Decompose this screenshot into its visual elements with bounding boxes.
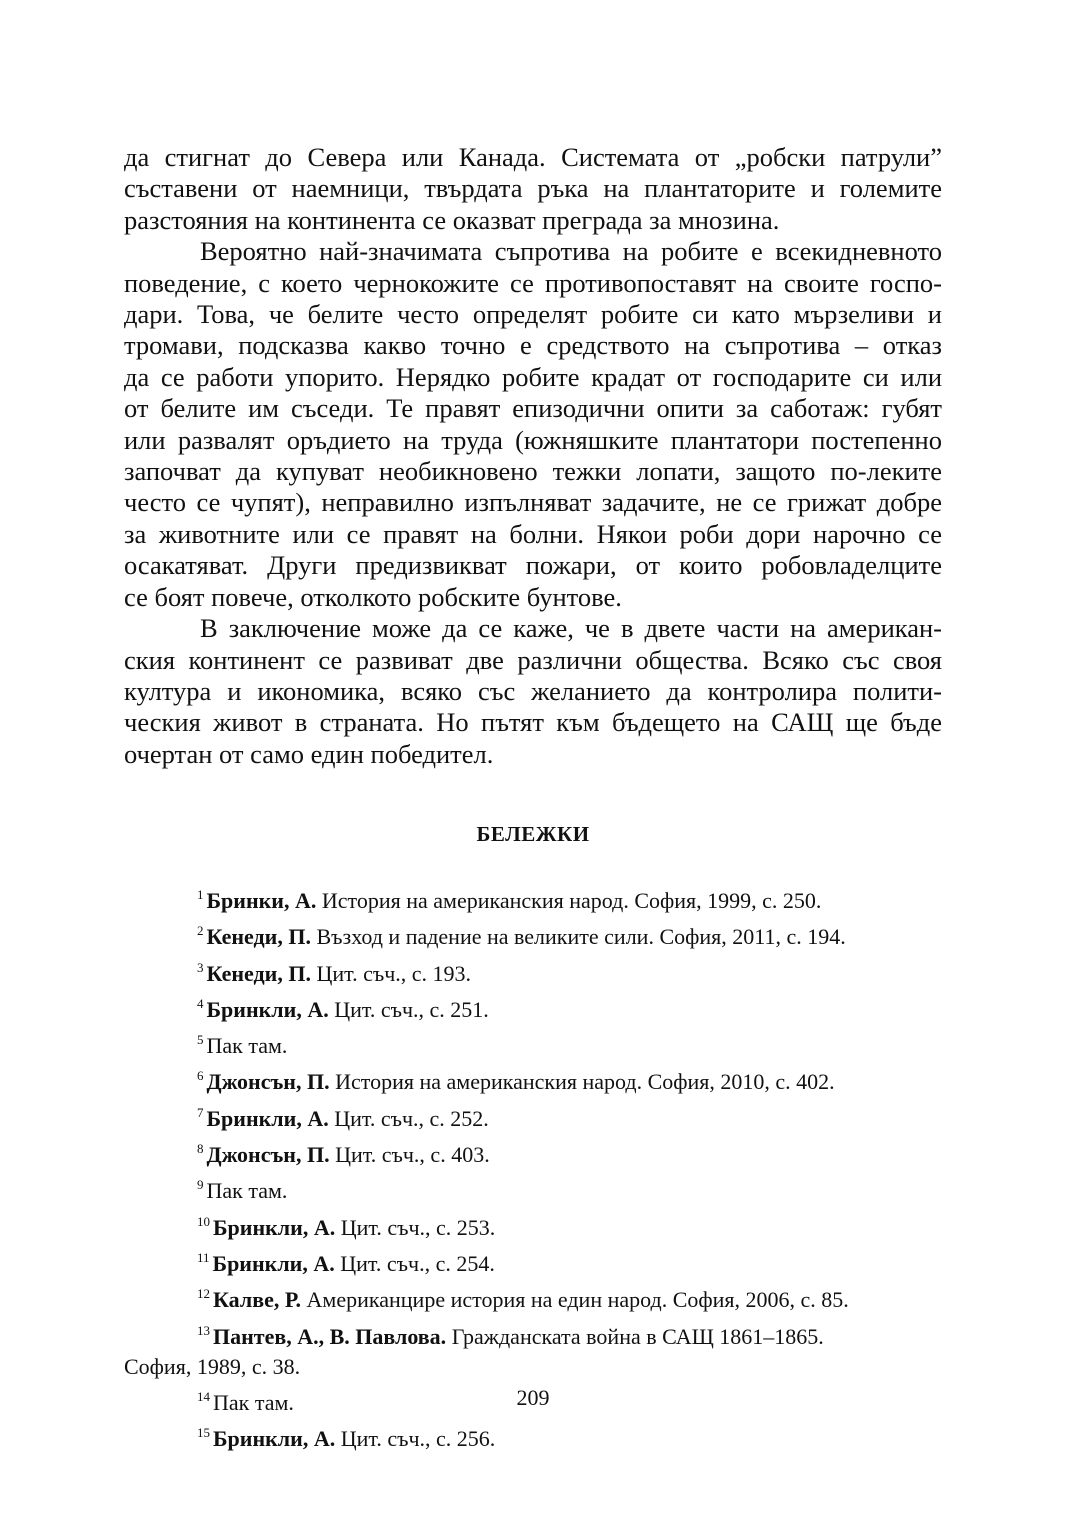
note-number: 12 bbox=[197, 1286, 210, 1302]
note-text: Цит. съч., с. 193. bbox=[310, 960, 472, 986]
note-item bbox=[124, 1134, 942, 1170]
note-author: Бринки, А. bbox=[206, 888, 317, 913]
note-item bbox=[124, 1098, 942, 1134]
text-line: съставени от наемници, твърдата ръка на плантаторите и големите bbox=[124, 173, 942, 204]
text-line: Вероятно най-значимата съпротива на робите е всекидневното bbox=[200, 236, 942, 267]
text-line: започват да купуват необикновено тежки лопати, защото по-леките bbox=[124, 456, 942, 487]
note-item bbox=[124, 989, 942, 1025]
text-line: очертан от само един победител. bbox=[124, 738, 494, 769]
text-line: поведение, с което чернокожите се противопоставят на своите госпо- bbox=[124, 267, 942, 298]
text-line: тромави, подсказва какво точно е средството на съпротива – отказ bbox=[124, 330, 942, 361]
note-text: Гражданската война в САЩ 1861–1865. bbox=[446, 1323, 824, 1349]
text-line: ския континент се развиват две различни общества. Всяко със своя bbox=[124, 644, 942, 675]
note-author: Бринкли, А. bbox=[206, 996, 329, 1022]
note-number: 6 bbox=[197, 1068, 204, 1084]
note-text: Американцире история на един народ. София, 2006, с. 85. bbox=[301, 1287, 849, 1313]
text-line: В заключение може да се каже, че в двете части на американ- bbox=[200, 613, 942, 644]
note-number: 2 bbox=[197, 923, 204, 939]
note-number: 8 bbox=[197, 1141, 204, 1157]
text-line: за животните или се правят на болни. Някои роби дори нарочно се bbox=[124, 518, 942, 549]
note-author: Кенеди, П. bbox=[206, 960, 311, 986]
text-line: осакатяват. Други предизвикват пожари, от които робовладелците bbox=[124, 550, 942, 581]
note-number: 1 bbox=[197, 887, 204, 902]
note-author: Бринкли, А. bbox=[206, 1105, 329, 1131]
page-number: 209 bbox=[516, 1385, 550, 1410]
note-item bbox=[124, 916, 942, 952]
text-line: разстояния на континента се оказват преграда за мнозина. bbox=[124, 204, 780, 235]
body-text bbox=[124, 142, 942, 770]
note-text: Възход и падение на великите сили. София, 2011, с. 194. bbox=[310, 924, 846, 950]
note-number: 5 bbox=[197, 1032, 204, 1048]
note-item bbox=[124, 953, 942, 989]
note-number: 3 bbox=[197, 959, 204, 975]
text-line: да се работи упорито. Нерядко робите крадат от господарите си или bbox=[124, 361, 942, 392]
note-text: Цит. съч., с. 403. bbox=[329, 1142, 490, 1168]
note-author: Бринкли, А. bbox=[213, 1426, 336, 1452]
note-number: 14 bbox=[197, 1389, 210, 1405]
note-item bbox=[124, 1316, 942, 1383]
note-author: Калве, Р. bbox=[213, 1287, 302, 1313]
notes-list bbox=[124, 880, 942, 1455]
note-item bbox=[124, 1418, 942, 1454]
note-author: Бринкли, А. bbox=[213, 1214, 336, 1240]
note-number: 15 bbox=[197, 1425, 210, 1441]
note-author: Джонсън, П. bbox=[206, 1069, 330, 1095]
note-author: Кенеди, П. bbox=[206, 924, 311, 950]
text-line: култура и икономика, всяко със желанието да контролира полити- bbox=[124, 675, 942, 706]
note-number: 11 bbox=[197, 1249, 210, 1265]
note-text: Цит. съч., с. 251. bbox=[328, 996, 489, 1022]
text-line: или развалят оръдието на труда (южняшките плантатори постепенно bbox=[124, 424, 942, 455]
note-text: Цит. съч., с. 252. bbox=[328, 1105, 489, 1131]
note-text: Пак там. bbox=[206, 1178, 288, 1204]
text-line: често се чупят), неправилно изпълняват задачите, не се грижат добре bbox=[124, 487, 942, 518]
paragraph bbox=[124, 142, 942, 236]
note-text: Пак там. bbox=[206, 1033, 288, 1059]
note-item bbox=[124, 1279, 942, 1315]
note-item bbox=[124, 880, 942, 916]
notes-heading: БЕЛЕЖКИ bbox=[476, 822, 590, 846]
text-line: дари. Това, че белите често определят робите си като мързеливи и bbox=[124, 299, 942, 330]
note-author: Пантев, А., В. Павлова. bbox=[213, 1323, 447, 1349]
note-item bbox=[124, 1170, 942, 1206]
note-number: 10 bbox=[197, 1213, 210, 1229]
note-author: Джонсън, П. bbox=[206, 1142, 330, 1168]
note-text: История на американския народ. София, 1999, с. 250. bbox=[316, 888, 822, 913]
text-line: от белите им съседи. Те правят епизодични опити за саботаж: губят bbox=[124, 393, 942, 424]
note-text: Цит. съч., с. 256. bbox=[335, 1426, 496, 1452]
note-text: Пак там. bbox=[213, 1390, 294, 1416]
note-number: 4 bbox=[197, 995, 204, 1011]
note-continuation: София, 1989, с. 38. bbox=[124, 1353, 301, 1379]
note-text: История на американския народ. София, 2010, с. 402. bbox=[329, 1069, 835, 1095]
note-text: Цит. съч., с. 254. bbox=[334, 1250, 495, 1276]
paragraph bbox=[124, 236, 942, 613]
paragraph bbox=[124, 613, 942, 770]
text-line: ческия живот в страната. Но пътят към бъдещето на САЩ ще бъде bbox=[124, 707, 942, 738]
note-number: 13 bbox=[197, 1322, 210, 1338]
note-item bbox=[124, 1243, 942, 1279]
note-number: 7 bbox=[197, 1104, 204, 1120]
note-item bbox=[124, 1061, 942, 1097]
note-text: Цит. съч., с. 253. bbox=[335, 1214, 496, 1240]
note-item bbox=[124, 1025, 942, 1061]
note-number: 9 bbox=[197, 1177, 204, 1193]
note-author: Бринкли, А. bbox=[212, 1250, 335, 1276]
note-item bbox=[124, 1207, 942, 1243]
text-line: да стигнат до Севера или Канада. Системата от „робски патрули” bbox=[124, 142, 942, 172]
text-line: се боят повече, отколкото робските бунтове. bbox=[124, 581, 622, 612]
